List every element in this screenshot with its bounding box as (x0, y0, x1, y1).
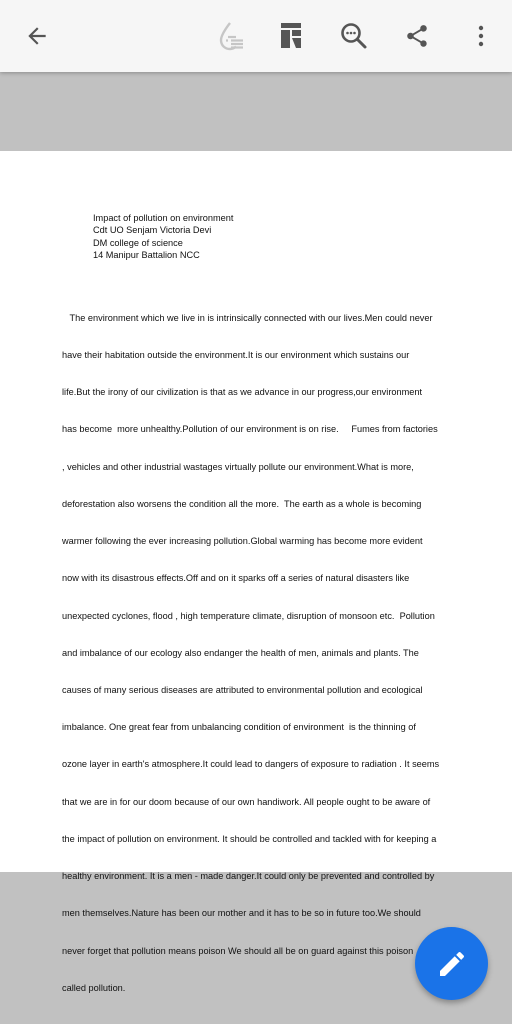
back-button[interactable] (13, 12, 61, 60)
page-layout-button[interactable] (268, 12, 316, 60)
body-line: deforestation also worsens the condition all the more. The earth as a whole is becoming (62, 498, 422, 509)
body-line: imbalance. One great fear from unbalancing condition of environment is the thinning of (62, 722, 416, 733)
reflow-drop-icon (214, 19, 248, 53)
body-line: life.But the irony of our civilization is that as we advance in our progress,our environment (62, 387, 423, 398)
body-line: the impact of pollution on environment. It should be controlled and tackled with for keeping a (62, 833, 437, 844)
back-arrow-icon (24, 23, 50, 49)
page-layout-icon (279, 21, 305, 51)
share-button[interactable] (393, 12, 441, 60)
reflow-button[interactable] (207, 12, 255, 60)
body-line: now with its disastrous effects.Off and on it sparks off a series of natural disasters like (62, 573, 410, 584)
body-line: never forget that pollution means poison We should all be on guard against this poison (62, 945, 414, 956)
college-line: DM college of science (93, 237, 183, 248)
body-line: , vehicles and other industrial wastages virtually pollute our environment.What is more, (62, 461, 414, 472)
body-line: causes of many serious diseases are attributed to environmental pollution and ecological (62, 685, 423, 695)
body-line: The environment which we live in is intrinsically connected with our lives.Men could never (62, 312, 433, 323)
more-options-button[interactable] (457, 12, 505, 60)
body-line: healthy environment. It is a men - made danger.It could only be prevented and controlled by (62, 871, 435, 882)
document-body (62, 287, 452, 1019)
battalion-line: 14 Manipur Battalion NCC (93, 250, 200, 261)
document-title: Impact of pollution on environment (93, 213, 234, 223)
body-line: called pollution. (62, 982, 126, 993)
body-line: men themselves.Nature has been our mother and it has to be so in future too.We should (62, 908, 421, 919)
document-header (93, 212, 233, 262)
body-line: that we are in for our doom because of our own handiwork. All people ought to be aware of (62, 796, 431, 807)
document-page (0, 151, 512, 993)
more-vert-icon (477, 24, 485, 48)
edit-pencil-icon (436, 948, 468, 980)
search-icon (339, 21, 369, 51)
body-line: and imbalance of our ecology also endanger the health of men, animals and plants. The (62, 647, 419, 658)
body-line: unexpected cyclones, flood , high temperature climate, disruption of monsoon etc. Pollution (62, 610, 435, 621)
body-line: ozone layer in earth's atmosphere.It could lead to dangers of exposure to radiation . It seems (62, 759, 440, 770)
edit-fab-button[interactable] (415, 927, 488, 1000)
body-line: has become more unhealthy.Pollution of our environment is on rise. Fumes from factories (62, 424, 438, 435)
author-line: Cdt UO Senjam Victoria Devi (93, 225, 212, 236)
search-button[interactable] (330, 12, 378, 60)
body-line: have their habitation outside the environment.It is our environment which sustains our (62, 350, 410, 361)
share-icon (404, 23, 430, 49)
body-line: warmer following the ever increasing pollution.Global warming has become more evident (62, 536, 423, 547)
top-app-bar (0, 0, 512, 72)
